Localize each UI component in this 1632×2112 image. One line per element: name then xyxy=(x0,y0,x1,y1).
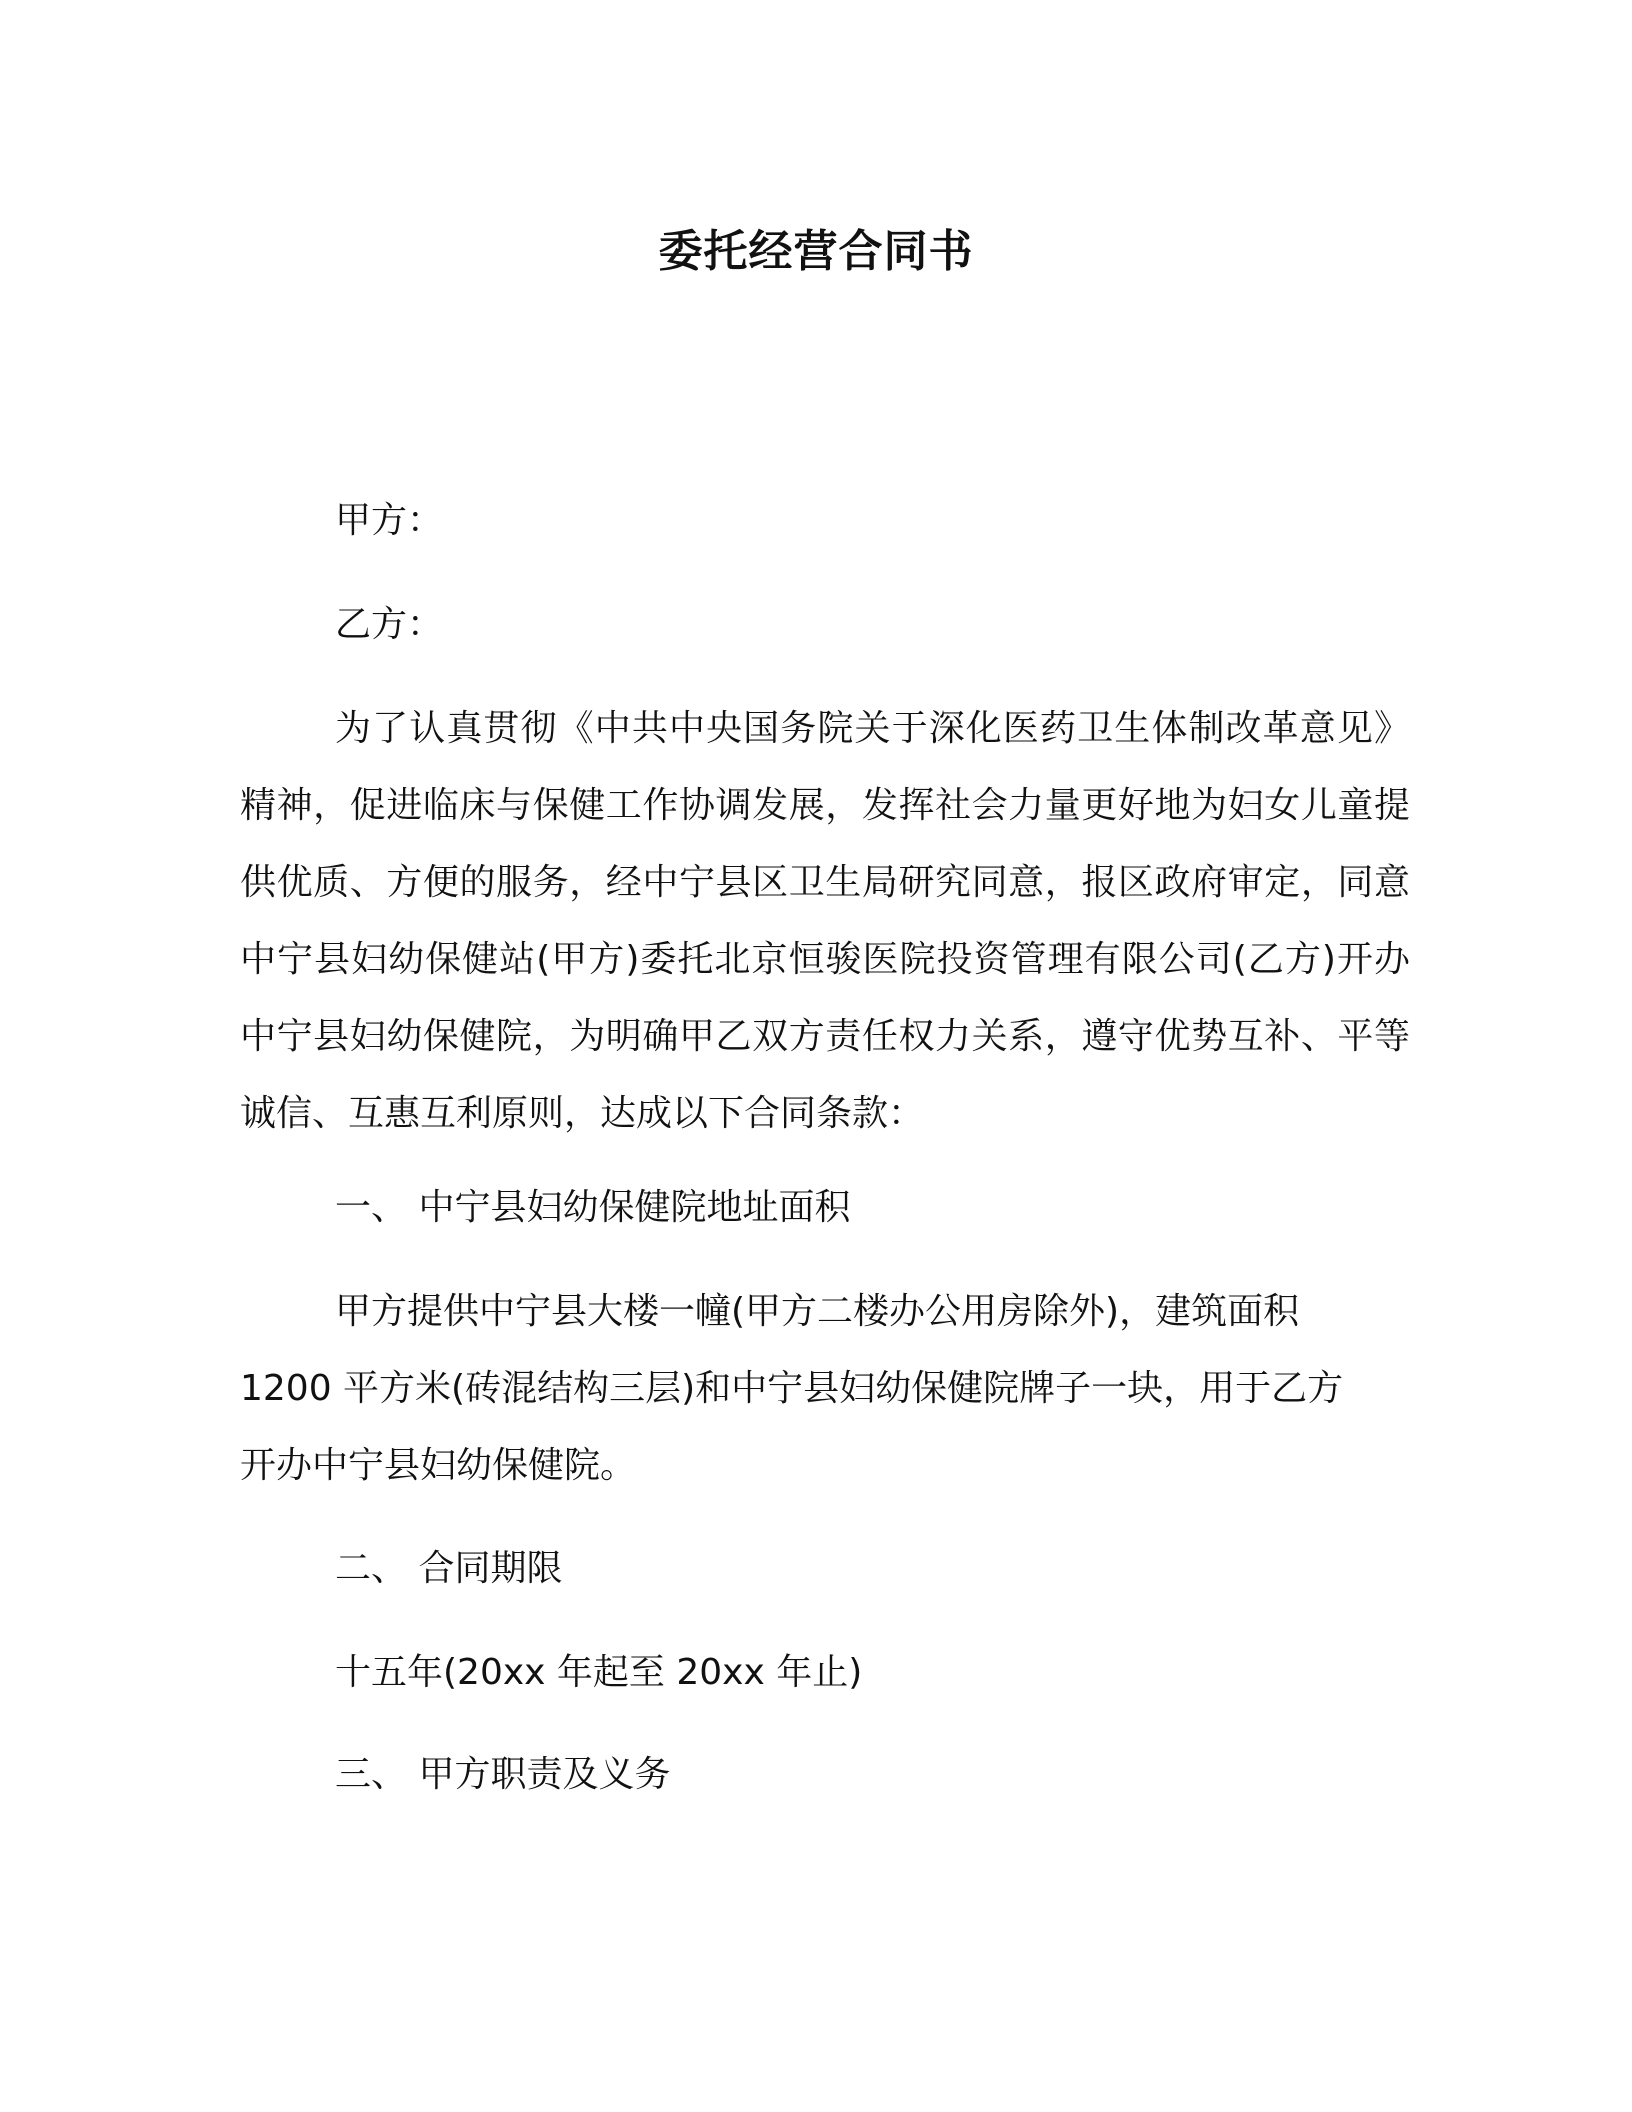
section-1-body-line-1: 甲方提供中宁县大楼一幢(甲方二楼办公用房除外)，建筑面积 xyxy=(335,1291,1300,1332)
section-1-body-line-3: 开办中宁县妇幼保健院。 xyxy=(240,1445,637,1486)
party-a-label: 甲方： xyxy=(335,500,444,541)
section-2-body: 十五年(20xx 年起至 20xx 年止) xyxy=(335,1652,863,1693)
document-title: 委托经营合同书 xyxy=(658,226,974,277)
section-1-body-line-2: 1200 平方米(砖混结构三层)和中宁县妇幼保健院牌子一块，用于乙方 xyxy=(240,1368,1344,1409)
section-2-heading: 二、 合同期限 xyxy=(335,1548,563,1589)
preamble-paragraph: 为了认真贯彻《中共中央国务院关于深化医药卫生体制改革意见》精神，促进临床与保健工作协调发展，发挥社会力量更好地为妇女儿童提供优质、方便的服务，经中宁县区卫生局研究同意，报区政府审定，同意中宁县妇幼保健站(甲方)委托北京恒骏医院投资管理有限公司(乙方)开办中宁县妇幼保健院，为明确甲乙双方责任权力关系，遵守优势互补、平等诚信、互惠互利原则，达成以下合同条款： xyxy=(240,708,1410,1134)
section-3-heading: 三、 甲方职责及义务 xyxy=(335,1754,671,1795)
party-b-label: 乙方： xyxy=(335,604,444,645)
section-1-heading: 一、 中宁县妇幼保健院地址面积 xyxy=(335,1187,851,1228)
